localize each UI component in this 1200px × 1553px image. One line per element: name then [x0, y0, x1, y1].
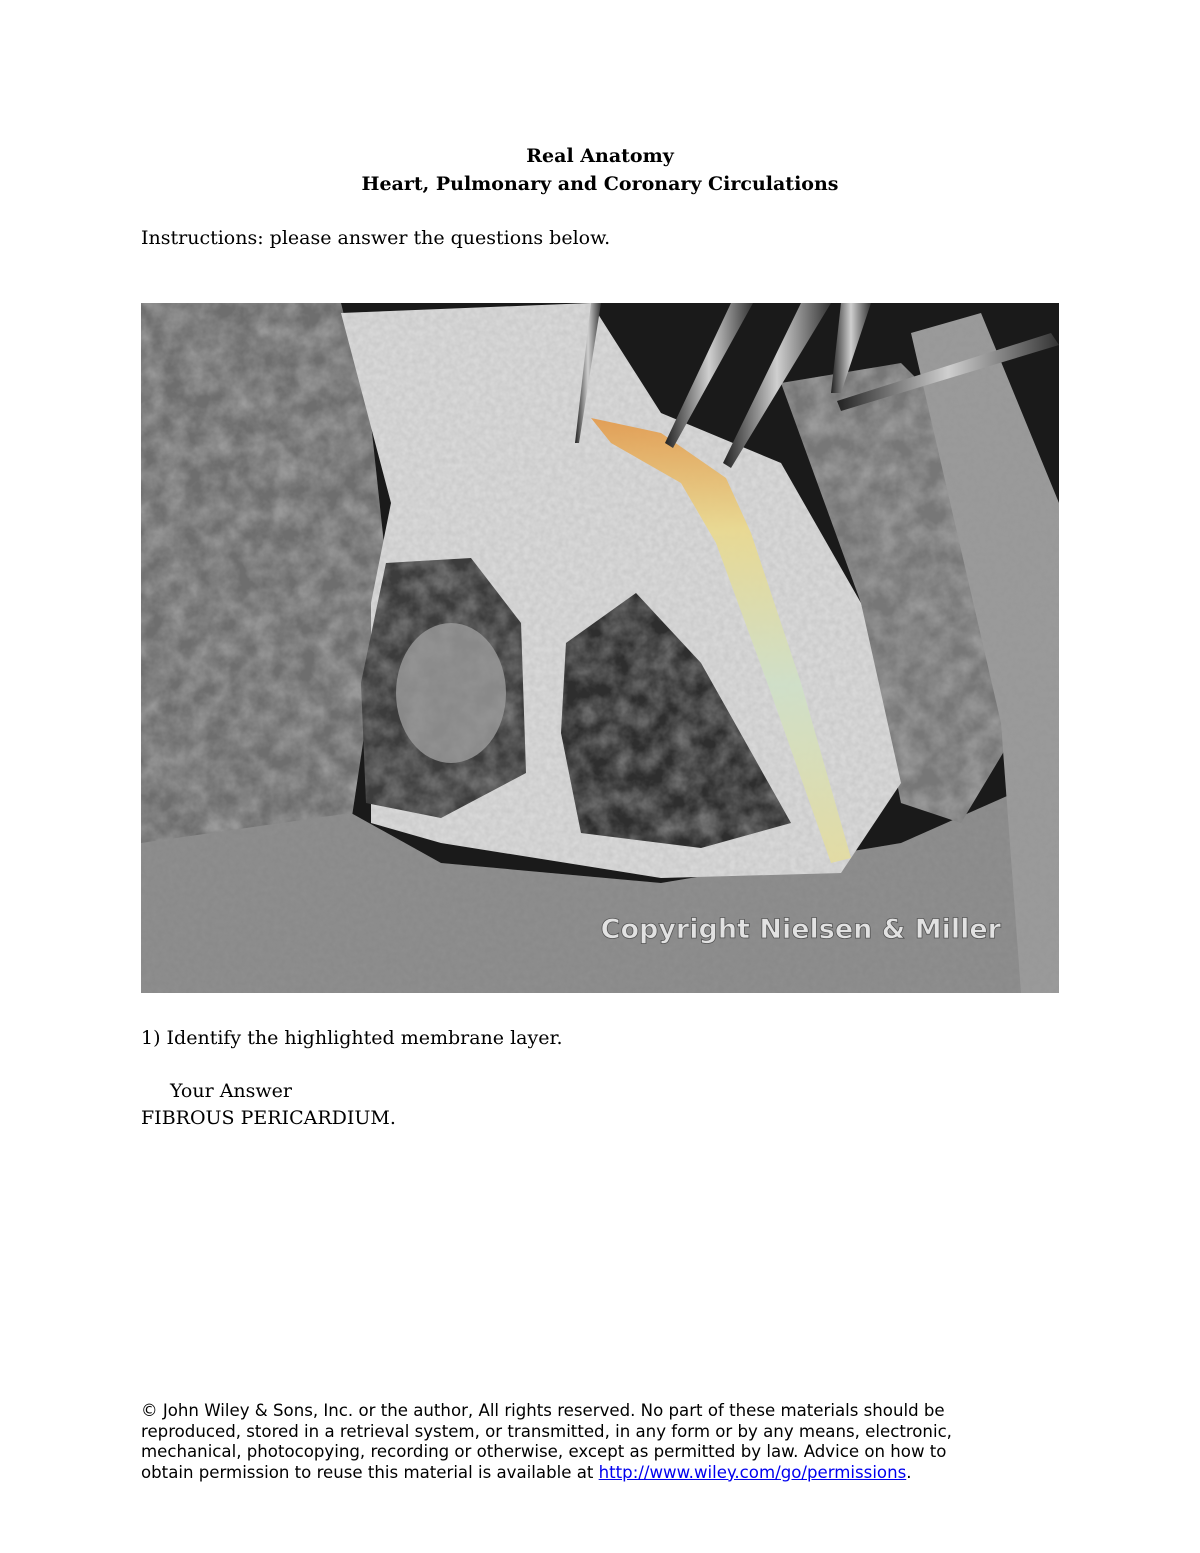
footer-line: reproduced, stored in a retrieval system, or transmitted, in any form or by any means, electronic,: [141, 1421, 952, 1441]
instructions-text: Instructions: please answer the questions below.: [141, 227, 611, 249]
footer-line: [141, 1463, 1041, 1484]
page-title: Real Anatomy: [526, 145, 674, 167]
footer-line: mechanical, photocopying, recording or otherwise, except as permitted by law. Advice on how to: [141, 1442, 947, 1461]
question-text: 1) Identify the highlighted membrane layer.: [141, 1027, 563, 1049]
permissions-link[interactable]: http://www.wiley.com/go/permissions: [598, 1462, 907, 1482]
page-subtitle: Heart, Pulmonary and Coronary Circulations: [361, 173, 839, 195]
watermark-text: Copyright Nielsen & Miller: [600, 914, 1001, 945]
footer-line: © John Wiley & Sons, Inc. or the author, All rights reserved. No part of these materials should be: [141, 1401, 945, 1420]
footer-line-prefix: obtain permission to reuse this material is available at: [141, 1462, 599, 1482]
footer-line-suffix: .: [906, 1462, 912, 1482]
answer-label: Your Answer: [170, 1080, 292, 1102]
answer-text: FIBROUS PERICARDIUM.: [141, 1107, 396, 1129]
copyright-footer: [141, 1401, 1041, 1483]
anatomy-photo: [141, 303, 1059, 993]
